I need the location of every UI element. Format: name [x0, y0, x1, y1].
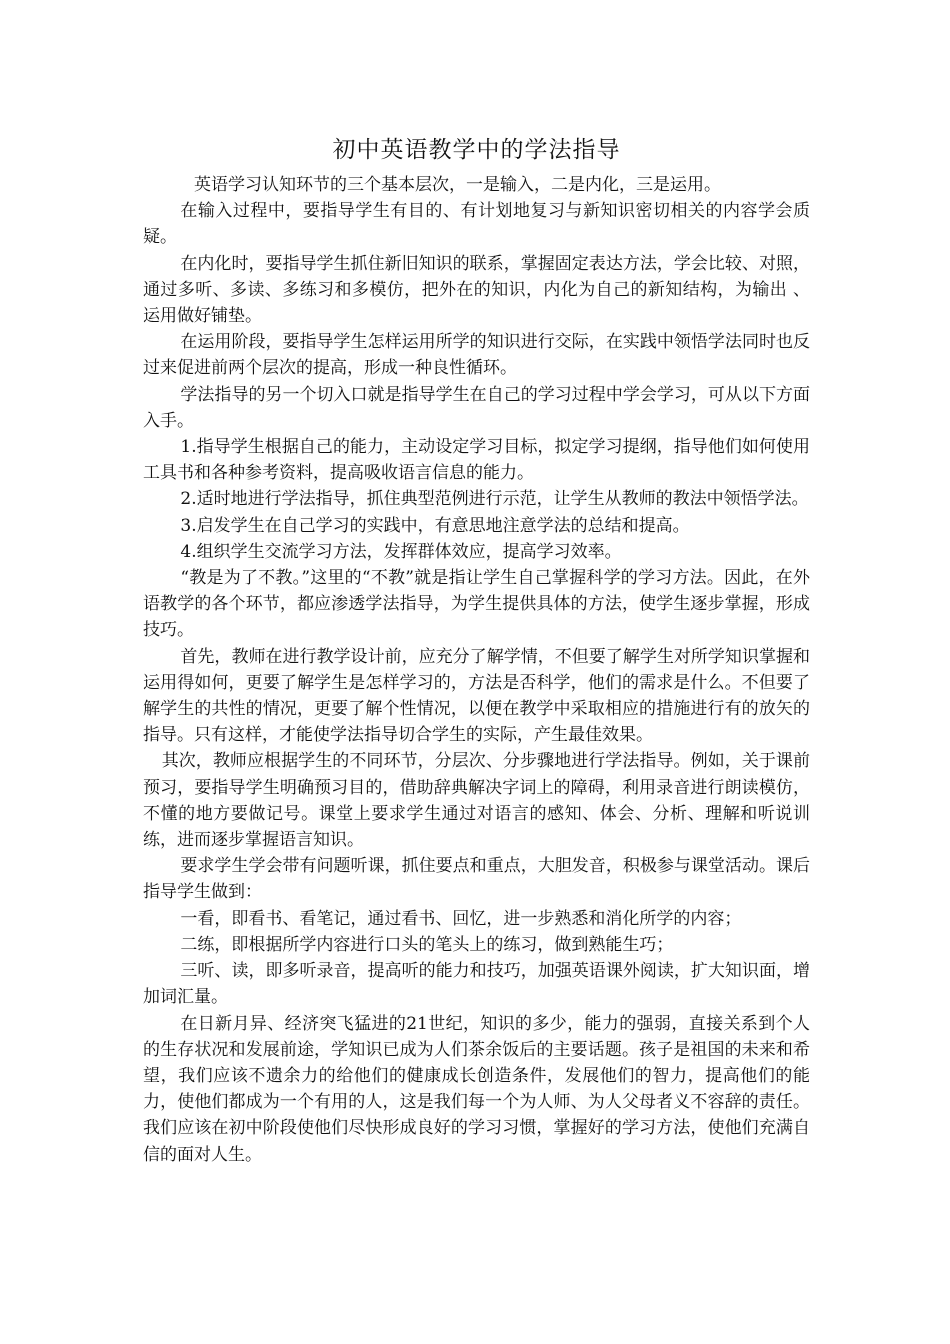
document-page: [143, 130, 810, 1168]
sub-item-2: 二练，即根据所学内容进行口头的笔头上的练习，做到熟能生巧；: [180, 934, 674, 955]
paragraph-7: 首先，教师在进行教学设计前，应充分了解学情，不但要了解学生对所学知识掌握和运用得如何，更要了解学生是怎样学习的，方法是否科学，他们的需求是什么。不但要了解学生的共性的情况，更要了解个性情况，以便在教学中采取相应的措施进行有的放矢的指导。只有这样，才能使学法指导切合学生的实际，产生最佳效果。: [143, 646, 810, 746]
paragraph-10: 在日新月异、经济突飞猛进的21世纪，知识的多少，能力的强弱，直接关系到个人的生存状况和发展前途，学知识已成为人们茶余饭后的主要话题。孩子是祖国的未来和希望，我们应该不遗余力的给他们的健康成长创造条件，发展他们的智力，提高他们的能力，使他们都成为一个有用的人，这是我们每一个为人师、为人父母者义不容辞的责任。我们应该在初中阶段使他们尽快形成良好的学习习惯，掌握好的学习方法，使他们充满自信的面对人生。: [143, 1013, 810, 1165]
paragraph-4: 在运用阶段，要指导学生怎样运用所学的知识进行交际，在实践中领悟学法同时也反过来促进前两个层次的提高，形成一种良性循环。: [143, 332, 810, 379]
document-title: 初中英语教学中的学法指导: [332, 137, 621, 163]
list-item-3: 3.启发学生在自己学习的实践中，有意思地注意学法的总结和提高。: [180, 515, 690, 536]
sub-item-1: 一看，即看书、看笔记，通过看书、回忆，进一步熟悉和消化所学的内容；: [180, 908, 742, 929]
list-item-4: 4.组织学生交流学习方法，发挥群体效应，提高学习效率。: [180, 541, 622, 562]
paragraph-6: “教是为了不教。”这里的“不教”就是指让学生自己掌握科学的学习方法。因此，在外语教学的各个环节，都应渗透学法指导，为学生提供具体的方法，使学生逐步掌握，形成技巧。: [143, 568, 810, 641]
list-item-1: 1.指导学生根据自己的能力，主动设定学习目标，拟定学习提纲，指导他们如何使用工具书和各种参考资料，提高吸收语言信息的能力。: [143, 437, 810, 484]
paragraph-3: 在内化时，要指导学生抓住新旧知识的联系，掌握固定表达方法，学会比较、对照，通过多听、多读、多练习和多模仿，把外在的知识，内化为自己的新知结构，为输出 、运用做好铺垫。: [143, 253, 810, 327]
list-item-2: 2.适时地进行学法指导，抓住典型范例进行示范，让学生从教师的教法中领悟学法。: [180, 489, 809, 510]
paragraph-9: 要求学生学会带有问题听课，抓住要点和重点，大胆发音，积极参与课堂活动。课后指导学生做到：: [143, 856, 810, 903]
paragraph-2: 在输入过程中，要指导学生有目的、有计划地复习与新知识密切相关的内容学会质疑。: [143, 201, 810, 248]
paragraph-8: 其次，教师应根据学生的不同环节，分层次、分步骤地进行学法指导。例如，关于课前预习，要指导学生明确预习目的，借助辞典解决字词上的障碍，利用录音进行朗读模仿，不懂的地方要做记号。课堂上要求学生通过对语言的感知、体会、分析、理解和听说训练，进而逐步掌握语言知识。: [143, 751, 810, 851]
paragraph-1: 英语学习认知环节的三个基本层次，一是输入，二是内化，三是运用。: [194, 175, 721, 195]
paragraph-5: 学法指导的另一个切入口就是指导学生在自己的学习过程中学会学习，可从以下方面入手。: [143, 384, 810, 431]
sub-item-3: 三听、读，即多听录音，提高听的能力和技巧，加强英语课外阅读，扩大知识面，增加词汇量。: [143, 961, 810, 1008]
